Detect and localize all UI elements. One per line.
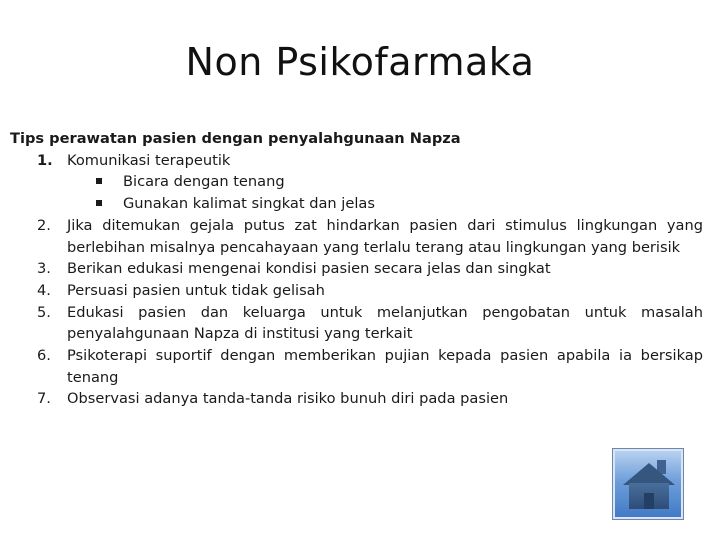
slide-title: Non Psikofarmaka <box>185 40 535 84</box>
list-number: 5. <box>37 303 51 321</box>
sub-list <box>67 171 703 214</box>
tips-list <box>10 150 703 410</box>
list-item-text: Edukasi pasien dan keluarga untuk melanjutkan pengobatan untuk masalah penyalahgunaan Napza di institusi yang terkait <box>67 303 703 343</box>
list-item-text: Berikan edukasi mengenai kondisi pasien secara jelas dan singkat <box>67 260 551 278</box>
list-number: 2. <box>37 216 51 234</box>
list-item-6 <box>10 345 703 388</box>
square-bullet-icon <box>96 200 102 206</box>
list-number: 1. <box>37 151 53 169</box>
list-number: 6. <box>37 347 51 365</box>
sub-item-2 <box>67 193 703 215</box>
list-item-2 <box>10 215 703 258</box>
list-item-3 <box>10 258 703 280</box>
list-item-7 <box>10 388 703 410</box>
list-number: 3. <box>37 260 51 278</box>
home-icon <box>613 449 685 521</box>
list-item-text: Persuasi pasien untuk tidak gelisah <box>67 281 325 299</box>
list-item-text: Observasi adanya tanda-tanda risiko bunuh diri pada pasien <box>67 390 509 408</box>
list-item-1 <box>10 150 703 215</box>
list-item-text: Jika ditemukan gejala putus zat hindarkan pasien dari stimulus lingkungan yang berlebihan misalnya pencahayaan yang terlalu terang atau lingkungan yang berisik <box>67 216 703 256</box>
slide-body <box>10 128 703 410</box>
list-item-4 <box>10 280 703 302</box>
home-button[interactable] <box>612 448 684 520</box>
list-number: 4. <box>37 281 51 299</box>
sub-item-1 <box>67 171 703 193</box>
list-item-text: Psikoterapi suportif dengan memberikan pujian kepada pasien apabila ia bersikap tenang <box>67 347 703 386</box>
sub-item-text: Bicara dengan tenang <box>123 173 285 191</box>
list-item-5 <box>10 302 703 345</box>
square-bullet-icon <box>96 178 102 184</box>
subheading: Tips perawatan pasien dengan penyalahgunaan Napza <box>10 130 461 147</box>
sub-item-text: Gunakan kalimat singkat dan jelas <box>123 195 375 213</box>
list-item-text: Komunikasi terapeutik <box>67 151 231 169</box>
list-number: 7. <box>37 390 51 408</box>
